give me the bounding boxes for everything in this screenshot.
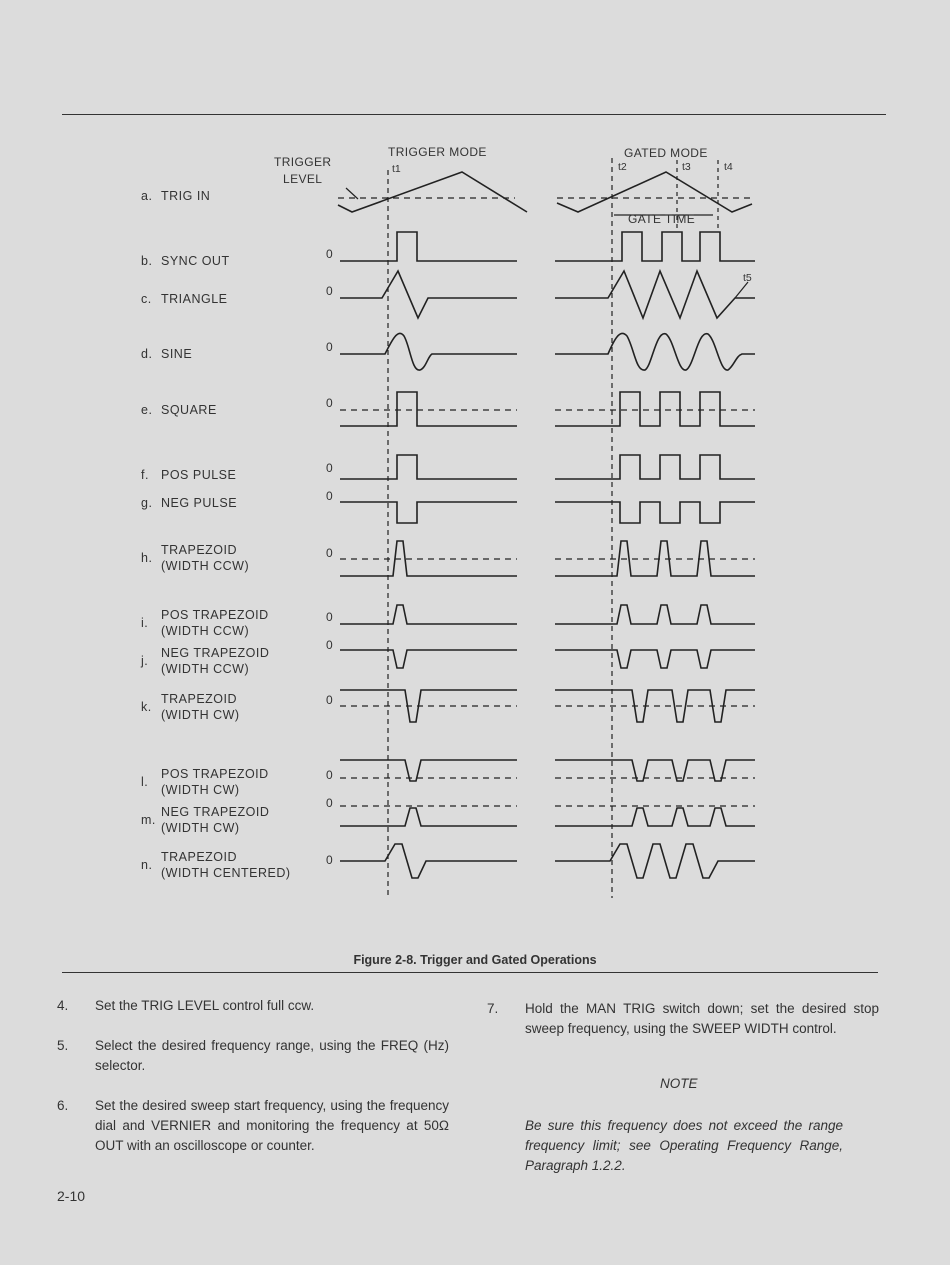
row-label: SYNC OUT <box>161 254 230 268</box>
step-number: 4. <box>57 998 69 1013</box>
row-label: POS TRAPEZOID <box>161 767 269 781</box>
neg-trap-cw-trigger-wave <box>340 808 517 826</box>
row-label: NEG PULSE <box>161 496 238 510</box>
row-letter: i. <box>141 616 149 630</box>
step-5 <box>57 1036 449 1076</box>
zero-level-label: 0 <box>326 768 333 782</box>
row-label: SQUARE <box>161 403 217 417</box>
step-text: Select the desired frequency range, using the FREQ (Hz) selector. <box>95 1038 449 1073</box>
zero-level-label: 0 <box>326 461 333 475</box>
row-letter: l. <box>141 775 149 789</box>
row-label: TRIANGLE <box>161 292 228 306</box>
neg-trap-cw-gated-wave <box>555 808 755 826</box>
square-gated-wave <box>555 392 755 426</box>
t1-label: t1 <box>392 163 401 175</box>
pos-pulse-gated-wave <box>555 455 755 479</box>
sine-trigger-wave <box>340 333 517 370</box>
t2-label: t2 <box>618 161 627 173</box>
zero-level-label: 0 <box>326 247 333 261</box>
note-heading: NOTE <box>660 1076 698 1091</box>
row-label-line2: (WIDTH CW) <box>161 783 240 797</box>
row-label-line2: (WIDTH CW) <box>161 821 240 835</box>
triangle-gated-wave <box>555 271 755 318</box>
step-4 <box>57 996 449 1016</box>
note-body: Be sure this frequency does not exceed the range frequency limit; see Operating Frequency Range, Paragraph 1.2.2. <box>525 1118 843 1173</box>
row-label-line2: (WIDTH CCW) <box>161 559 250 573</box>
row-letter: j. <box>141 654 149 668</box>
zero-level-label: 0 <box>326 693 333 707</box>
step-text: Hold the MAN TRIG switch down; set the desired stop sweep frequency, using the SWEEP WIDTH control. <box>525 1001 879 1036</box>
step-number: 5. <box>57 1038 69 1053</box>
row-label: TRIG IN <box>161 189 211 203</box>
zero-level-label: 0 <box>326 489 333 503</box>
trigger-level-arrow <box>346 188 358 199</box>
step-number: 6. <box>57 1098 69 1113</box>
header-trigger-mode: TRIGGER MODE <box>388 145 487 159</box>
row-label-line2: (WIDTH CCW) <box>161 662 250 676</box>
trig-in-gated-wave <box>557 172 752 212</box>
row-letter: c. <box>141 292 152 306</box>
pos-trap-ccw-gated-wave <box>555 605 755 624</box>
zero-level-label: 0 <box>326 340 333 354</box>
zero-level-label: 0 <box>326 638 333 652</box>
step-text: Set the desired sweep start frequency, using the frequency dial and VERNIER and monitoring the frequency at 50Ω OUT with an oscilloscope or counter. <box>95 1098 449 1153</box>
neg-pulse-trigger-wave <box>340 502 517 523</box>
zero-level-label: 0 <box>326 284 333 298</box>
row-label-line2: (WIDTH CCW) <box>161 624 250 638</box>
row-letter: n. <box>141 858 153 872</box>
trap-centered-trigger-wave <box>340 844 517 878</box>
row-letter: m. <box>141 813 156 827</box>
zero-level-label: 0 <box>326 610 333 624</box>
page-number: 2-10 <box>57 1188 86 1204</box>
header-gated-mode: GATED MODE <box>624 146 708 160</box>
trigger-level-label-2: LEVEL <box>283 172 323 186</box>
trig-in-trigger-wave <box>338 172 527 212</box>
sync-out-trigger-wave <box>340 232 517 261</box>
row-label: TRAPEZOID <box>161 850 238 864</box>
zero-level-label: 0 <box>326 396 333 410</box>
row-label: NEG TRAPEZOID <box>161 646 270 660</box>
row-letter: k. <box>141 700 152 714</box>
sine-gated-wave <box>555 333 755 370</box>
caption-rule <box>62 972 878 973</box>
row-label: NEG TRAPEZOID <box>161 805 270 819</box>
neg-trap-ccw-gated-wave <box>555 650 755 668</box>
row-letter: h. <box>141 551 153 565</box>
row-label: SINE <box>161 347 193 361</box>
row-label-line2: (WIDTH CENTERED) <box>161 866 291 880</box>
row-letter: a. <box>141 189 153 203</box>
gate-time-label: GATE TIME <box>628 212 696 226</box>
row-label: POS PULSE <box>161 468 237 482</box>
row-letter: d. <box>141 347 153 361</box>
neg-pulse-gated-wave <box>555 502 755 523</box>
row-label: TRAPEZOID <box>161 692 238 706</box>
row-label-line2: (WIDTH CW) <box>161 708 240 722</box>
pos-pulse-trigger-wave <box>340 455 517 479</box>
neg-trap-ccw-trigger-wave <box>340 650 517 668</box>
row-label: POS TRAPEZOID <box>161 608 269 622</box>
square-trigger-wave <box>340 392 517 426</box>
pos-trap-ccw-trigger-wave <box>340 605 517 624</box>
trigger-level-label: TRIGGER <box>274 155 332 169</box>
step-number: 7. <box>487 1001 499 1016</box>
zero-level-label: 0 <box>326 546 333 560</box>
zero-level-label: 0 <box>326 853 333 867</box>
t5-label: t5 <box>743 272 752 284</box>
figure-caption: Figure 2-8. Trigger and Gated Operations <box>353 953 597 967</box>
sync-out-gated-wave <box>555 232 755 261</box>
row-label: TRAPEZOID <box>161 543 238 557</box>
t3-label: t3 <box>682 161 691 173</box>
step-7 <box>487 999 879 1059</box>
row-letter: b. <box>141 254 153 268</box>
t4-label: t4 <box>724 161 733 173</box>
row-letter: e. <box>141 403 153 417</box>
step-text: Set the TRIG LEVEL control full ccw. <box>95 998 315 1013</box>
row-letter: f. <box>141 468 149 482</box>
trap-centered-gated-wave <box>555 844 755 878</box>
zero-level-label: 0 <box>326 796 333 810</box>
step-6 <box>57 1096 449 1156</box>
t5-arrow <box>735 282 748 298</box>
triangle-trigger-wave <box>340 271 517 318</box>
row-letter: g. <box>141 496 153 510</box>
